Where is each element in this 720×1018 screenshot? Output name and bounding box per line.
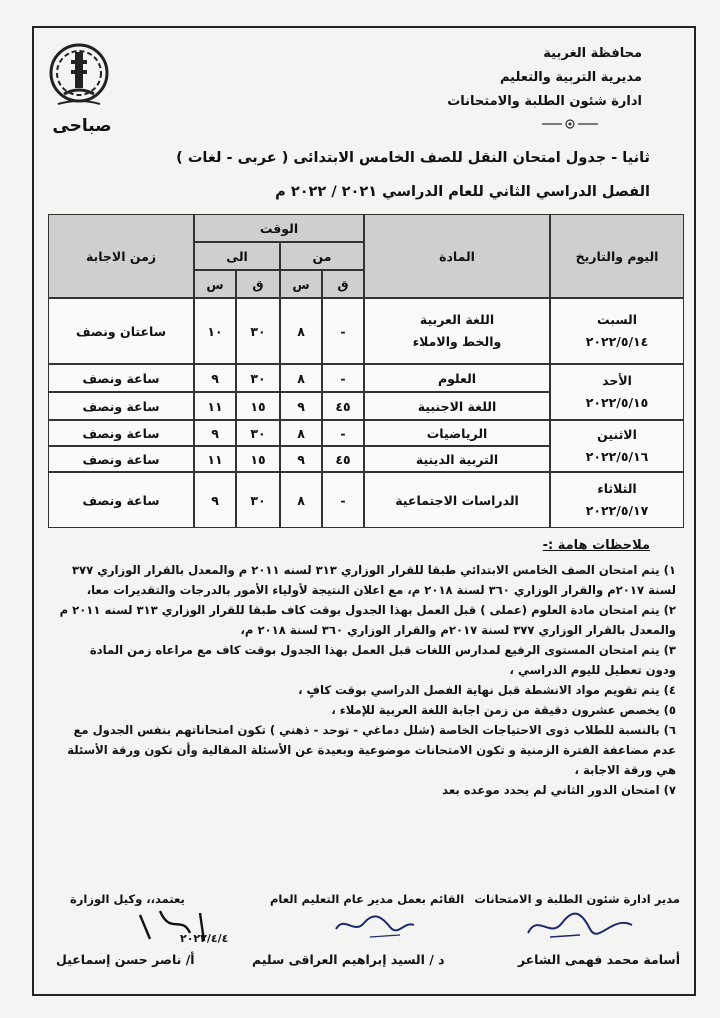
from-s-cell: ٨ [280, 420, 322, 446]
notes-title: ملاحظات هامة :- [542, 538, 650, 553]
day-cell [550, 420, 684, 472]
governorate-name: محافظة الغربية [543, 46, 642, 61]
from-q-cell: - [322, 364, 364, 392]
day-date: ٢٠٢٢/٥/١٤ [585, 334, 649, 349]
header-from-q: ق [322, 270, 364, 298]
header-duration: زمن الاجابة [48, 214, 194, 298]
to-q-cell: ١٥ [236, 392, 280, 420]
subject-line: والخط والاملاء [412, 334, 502, 349]
administration-name: ادارة شئون الطلبة والامتحانات [447, 94, 642, 109]
to-s-cell: ٩ [194, 472, 236, 528]
signature-right-scribble [520, 905, 640, 945]
to-q-cell: ٣٠ [236, 364, 280, 392]
exam-schedule-table [48, 214, 684, 528]
organization-header [447, 42, 642, 114]
schedule-title: ثانيا - جدول امتحان النقل للصف الخامس الابتدائى ( عربى - لغات ) [176, 150, 650, 166]
from-s-cell: ٩ [280, 392, 322, 420]
duration-cell: ساعة ونصف [48, 392, 194, 420]
directorate-name: مديرية التربية والتعليم [499, 70, 642, 85]
to-s-cell: ١١ [194, 446, 236, 472]
note-item: ٤) يتم تقويم مواد الانشطة قبل نهاية الفصل الدراسي بوقت كافٍ ، [298, 683, 676, 697]
note-item: ٢) يتم امتحان مادة العلوم (عملى ) قبل العمل بهذا الجدول بوقت كاف طبقا للقرار الوزاري ٣١٣ لسنه ٢٠١١ م والمعدل بالقرار الوزاري ٣٧٧ لسنة ٢٠١٧م والقرار الوزاري ٣٦٠ لسنة ٢٠١٨ م، [59, 603, 676, 637]
header-to-s: س [194, 270, 236, 298]
header-from-s: س [280, 270, 322, 298]
signature-middle-scribble [330, 905, 420, 945]
day-name: الثلاثاء [597, 481, 637, 496]
to-q-cell: ١٥ [236, 446, 280, 472]
day-name: الاثنين [597, 427, 637, 442]
signature-right-title: مدير ادارة شئون الطلبة و الامتحانات [474, 892, 680, 906]
day-cell [550, 472, 684, 528]
to-q-cell: ٣٠ [236, 298, 280, 364]
subject-cell: الرياضيات [364, 420, 550, 446]
to-s-cell: ٩ [194, 364, 236, 392]
header-subject: المادة [364, 214, 550, 298]
to-q-cell: ٣٠ [236, 472, 280, 528]
shift-label: صباحى [52, 116, 112, 136]
to-q-cell: ٣٠ [236, 420, 280, 446]
subject-line: اللغة العربية [419, 312, 495, 327]
day-name: الأحد [602, 373, 632, 388]
header-to-q: ق [236, 270, 280, 298]
from-s-cell: ٨ [280, 298, 322, 364]
notes-list [56, 560, 676, 800]
handwritten-date: ٢٠٢٢/٤/٤ [180, 932, 229, 945]
header-to: الى [194, 242, 280, 270]
to-s-cell: ٩ [194, 420, 236, 446]
duration-cell: ساعة ونصف [48, 364, 194, 392]
schedule-subtitle: الفصل الدراسي الثاني للعام الدراسي ٢٠٢١ / ٢٠٢٢ م [275, 184, 650, 200]
to-s-cell: ١١ [194, 392, 236, 420]
from-s-cell: ٨ [280, 364, 322, 392]
day-date: ٢٠٢٢/٥/١٦ [585, 449, 649, 464]
day-cell [550, 364, 684, 420]
note-item: ٦) بالنسبة للطلاب ذوى الاحتياجات الخاصة (شلل دماغي - توحد - ذهني ) تكون امتحاناتهم بنفس الجدول مع عدم مضاعفة الفترة الزمنية و تكون الامتحانات موضوعية وبعيدة عن الأسئلة المقالية وأن تكون ورقة الأسئلة هي ورقة الاجابة ، [67, 723, 676, 777]
subject-cell: العلوم [364, 364, 550, 392]
from-s-cell: ٩ [280, 446, 322, 472]
duration-cell: ساعة ونصف [48, 420, 194, 446]
subject-cell: التربية الدينية [364, 446, 550, 472]
signature-left-title: يعتمد،، وكيل الوزارة [70, 892, 185, 906]
ornament-icon [540, 118, 600, 130]
duration-cell: ساعتان ونصف [48, 298, 194, 364]
from-q-cell: ٤٥ [322, 392, 364, 420]
from-q-cell: - [322, 298, 364, 364]
header-from: من [280, 242, 364, 270]
from-q-cell: - [322, 472, 364, 528]
subject-cell: اللغة الاجنبية [364, 392, 550, 420]
note-item: ٥) يخصص عشرون دقيقة من زمن اجابة اللغة العربية للإملاء ، [331, 703, 676, 717]
day-cell [550, 298, 684, 364]
from-q-cell: ٤٥ [322, 446, 364, 472]
signature-right-name: أسامة محمد فهمى الشاعر [517, 952, 680, 967]
to-s-cell: ١٠ [194, 298, 236, 364]
header-day-date: اليوم والتاريخ [550, 214, 684, 298]
note-item: ٧) امتحان الدور الثاني لم يحدد موعده بعد [442, 783, 676, 797]
duration-cell: ساعة ونصف [48, 446, 194, 472]
subject-cell [364, 298, 550, 364]
note-item: ٣) يتم امتحان المستوى الرفيع لمدارس اللغات قبل العمل بهذا الجدول بوقت كاف مع مراعاه زمن المادة ودون تعطيل لليوم الدراسي ، [89, 643, 676, 677]
note-item: ١) يتم امتحان الصف الخامس الابتدائي طبقا للقرار الوزاري ٣١٣ لسنه ٢٠١١ م والمعدل بالقرار الوزاري ٣٧٧ لسنة ٢٠١٧م والقرار الوزاري ٣٦٠ لسنة ٢٠١٨ م، مع اعلان النتيجة لأولياء الأمور بالدرجات والتقديرات معا، [71, 563, 676, 597]
signature-middle-name: د / السيد إبراهيم العراقى سليم [252, 952, 445, 967]
from-q-cell: - [322, 420, 364, 446]
governorate-logo-icon [44, 38, 114, 118]
header-time: الوقت [194, 214, 364, 242]
subject-cell: الدراسات الاجتماعية [364, 472, 550, 528]
from-s-cell: ٨ [280, 472, 322, 528]
day-date: ٢٠٢٢/٥/١٥ [585, 395, 649, 410]
day-date: ٢٠٢٢/٥/١٧ [585, 503, 649, 518]
day-name: السبت [596, 312, 638, 327]
duration-cell: ساعة ونصف [48, 472, 194, 528]
signature-middle-title: القائم بعمل مدير عام التعليم العام [270, 892, 465, 906]
signature-left-name: أ/ ناصر حسن إسماعيل [56, 952, 195, 967]
